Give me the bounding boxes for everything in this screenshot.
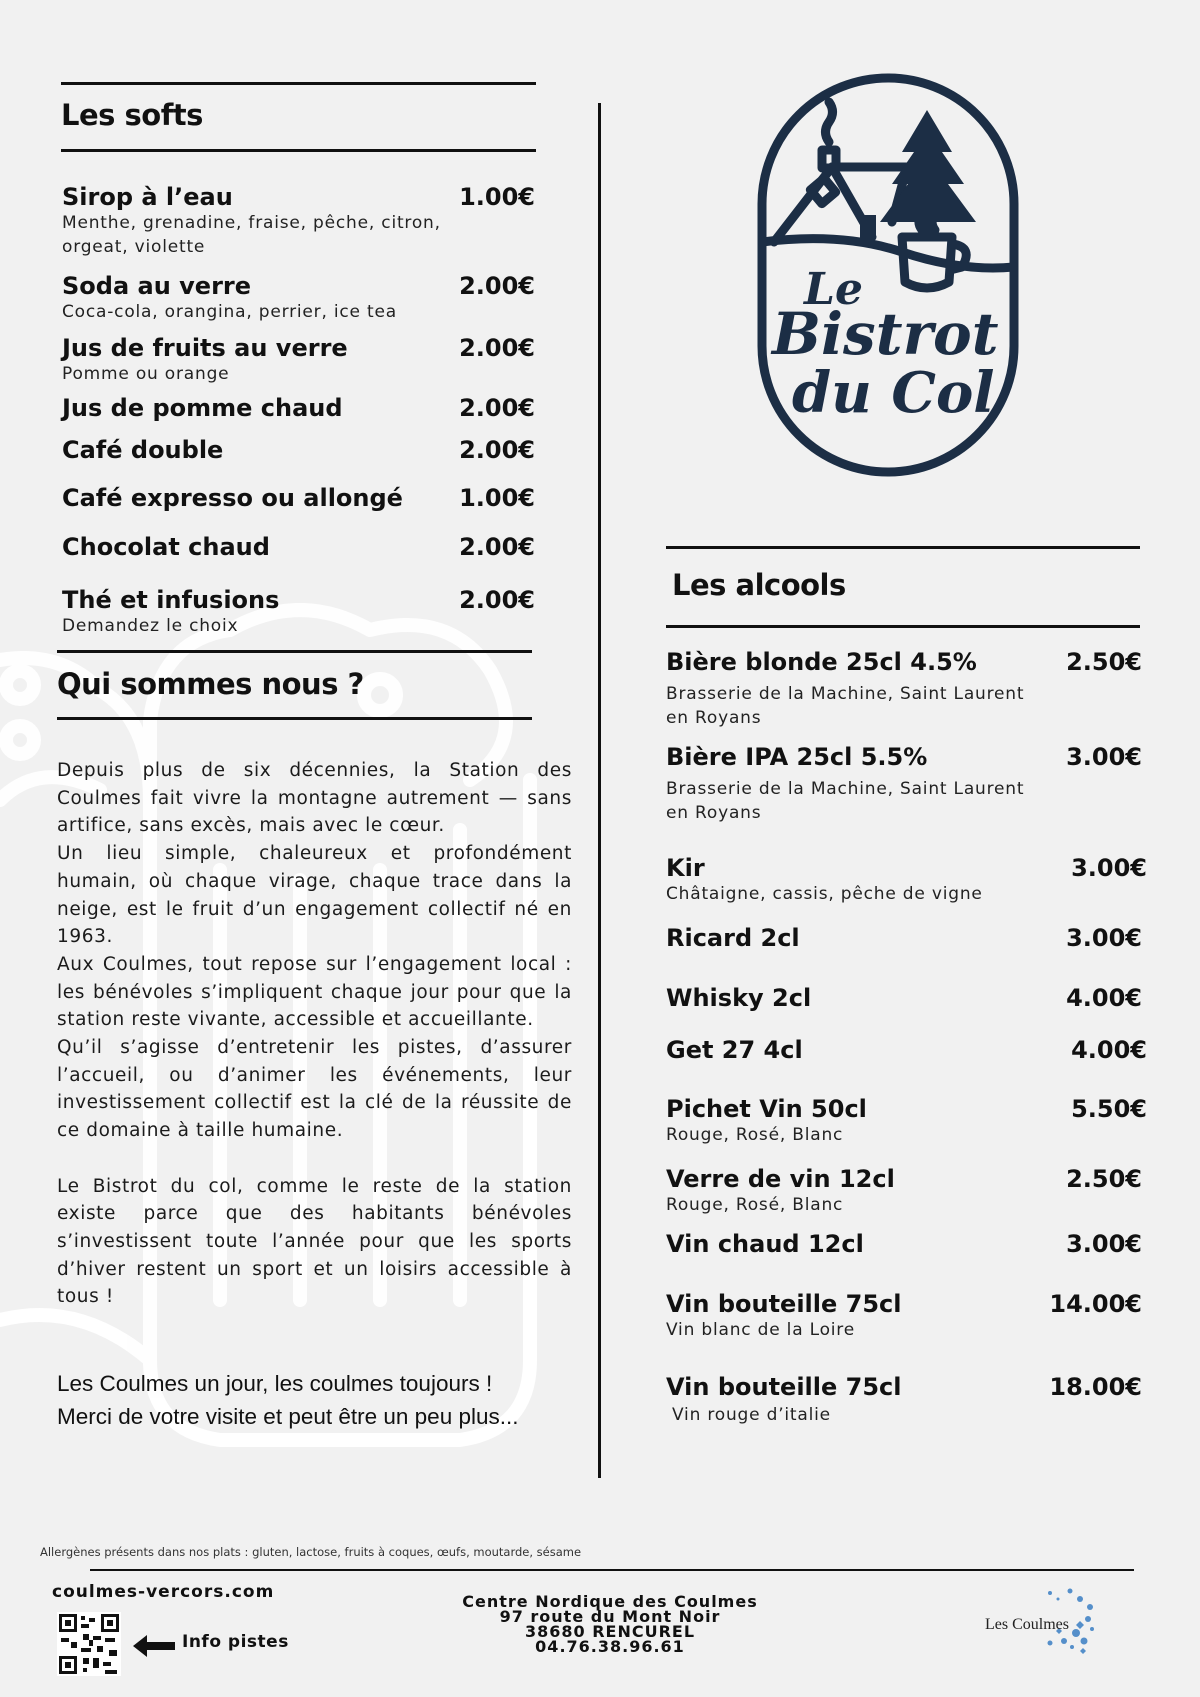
softs-item [62, 436, 535, 464]
softs-item-description: Pomme ou orange [62, 364, 230, 384]
bistrot-logo [752, 72, 1024, 478]
alcools-item [666, 854, 1147, 906]
alcools-item-name: Kir [666, 854, 705, 882]
softs-item-description: Demandez le choix [62, 616, 239, 636]
softs-item [62, 484, 535, 512]
qr-code-icon[interactable] [57, 1612, 121, 1676]
softs-item [62, 272, 535, 324]
alcools-top-rule [666, 546, 1140, 549]
softs-item-price: 2.00€ [459, 586, 535, 614]
softs-item [62, 533, 535, 561]
softs-item-price: 2.00€ [459, 533, 535, 561]
alcools-item-description: Brasserie de la Machine, Saint Laurent en Royans [666, 779, 1025, 823]
tagline-1: Les Coulmes un jour, les coulmes toujours ! [57, 1371, 493, 1396]
softs-bottom-rule [61, 149, 536, 152]
alcools-item-price: 2.50€ [1066, 648, 1142, 676]
alcools-item [666, 1230, 1142, 1258]
softs-item [62, 334, 535, 386]
coulmes-brand-text: Les Coulmes [985, 1616, 1069, 1633]
alcools-item [666, 984, 1142, 1012]
softs-item-price: 1.00€ [459, 484, 535, 512]
about-title: Qui sommes nous ? [57, 667, 364, 701]
alcools-item-name: Vin bouteille 75cl [666, 1290, 902, 1318]
alcools-bottom-rule [666, 625, 1140, 628]
footer-rule [90, 1569, 1134, 1571]
softs-item-name: Sirop à l’eau [62, 183, 233, 211]
alcools-item [666, 743, 1142, 825]
alcools-item-price: 14.00€ [1049, 1290, 1142, 1318]
alcools-item-price: 3.00€ [1066, 743, 1142, 771]
alcools-item-description: Châtaigne, cassis, pêche de vigne [666, 884, 983, 904]
website-link[interactable]: coulmes-vercors.com [52, 1582, 275, 1602]
logo-line-bistrot: Bistrot [772, 300, 999, 368]
alcools-item [666, 1290, 1142, 1342]
about-paragraph-1: Depuis plus de six décennies, la Station des Coulmes fait vivre la montagne autrement — sans artifice, sans excès, mais avec le cœur. [57, 760, 572, 837]
alcools-item-price: 18.00€ [1049, 1373, 1142, 1401]
alcools-item [666, 1373, 1142, 1427]
alcools-item-description: Rouge, Rosé, Blanc [666, 1125, 844, 1145]
softs-item-name: Thé et infusions [62, 586, 280, 614]
tagline-2: Merci de votre visite et peut être un peu plus... [57, 1404, 519, 1429]
alcools-item-name: Vin bouteille 75cl [666, 1373, 902, 1401]
softs-item-name: Chocolat chaud [62, 533, 270, 561]
alcools-item-price: 5.50€ [1071, 1095, 1147, 1123]
address-line-4: 04.76.38.96.61 [535, 1637, 685, 1656]
alcools-item [666, 1036, 1147, 1064]
softs-title: Les softs [61, 98, 203, 132]
logo-line-ducol: du Col [792, 360, 995, 426]
softs-item-name: Jus de fruits au verre [62, 334, 348, 362]
softs-item-price: 2.00€ [459, 272, 535, 300]
softs-item-price: 2.00€ [459, 394, 535, 422]
alcools-item-price: 3.00€ [1071, 854, 1147, 882]
softs-item-name: Soda au verre [62, 272, 252, 300]
address-block [440, 1594, 780, 1654]
les-coulmes-logo [980, 1585, 1120, 1665]
alcools-item [666, 924, 1142, 952]
alcools-item [666, 1095, 1147, 1147]
alcools-item-description: Rouge, Rosé, Blanc [666, 1195, 844, 1215]
alcools-item [666, 1165, 1142, 1217]
about-paragraph-4: Qu’il s’agisse d’entretenir les pistes, d’assurer l’accueil, ou d’animer les événements, leur investissement collectif est la clé de la réussite de ce domaine à taille humaine. [57, 1037, 572, 1142]
alcools-item-name: Bière blonde 25cl 4.5% [666, 648, 977, 676]
alcools-item [666, 648, 1142, 730]
alcools-item-name: Get 27 4cl [666, 1036, 803, 1064]
alcools-item-name: Pichet Vin 50cl [666, 1095, 867, 1123]
allergens-note: Allergènes présents dans nos plats : gluten, lactose, fruits à coques, œufs, moutarde, sésame [40, 1545, 582, 1559]
alcools-item-price: 3.00€ [1066, 1230, 1142, 1258]
softs-item [62, 183, 535, 259]
arrow-left-icon [131, 1633, 177, 1659]
about-paragraph-3: Aux Coulmes, tout repose sur l’engagement local : les bénévoles s’impliquent chaque jour pour que la station reste vivante, accessible et accueillante. [57, 953, 572, 1031]
alcools-item-name: Ricard 2cl [666, 924, 800, 952]
address-line-2: 97 route du Mont Noir [499, 1607, 721, 1626]
alcools-item-price: 4.00€ [1066, 984, 1142, 1012]
alcools-item-price: 4.00€ [1071, 1036, 1147, 1064]
info-pistes-label[interactable]: Info pistes [182, 1632, 289, 1652]
softs-item-price: 2.00€ [459, 334, 535, 362]
alcools-item-description: Vin blanc de la Loire [666, 1320, 855, 1340]
about-top-rule [57, 650, 532, 653]
alcools-item-price: 2.50€ [1066, 1165, 1142, 1193]
softs-item-price: 2.00€ [459, 436, 535, 464]
address-line-1: Centre Nordique des Coulmes [462, 1592, 758, 1611]
softs-item-price: 1.00€ [459, 183, 535, 211]
logo-line-le: Le [804, 264, 863, 315]
softs-item-description: Menthe, grenadine, fraise, pêche, citron, orgeat, violette [62, 213, 441, 257]
alcools-item-name: Verre de vin 12cl [666, 1165, 895, 1193]
about-bottom-rule [57, 717, 532, 720]
column-divider [598, 103, 601, 1478]
softs-item-name: Jus de pomme chaud [62, 394, 343, 422]
softs-top-rule [61, 82, 536, 85]
about-paragraph-2: Un lieu simple, chaleureux et profondément humain, où chaque virage, chaque trace dans la neige, est le fruit d’un engagement collectif né en 1963. [57, 843, 572, 948]
softs-item [62, 394, 535, 422]
softs-item-name: Café expresso ou allongé [62, 484, 403, 512]
alcools-item-price: 3.00€ [1066, 924, 1142, 952]
alcools-item-name: Bière IPA 25cl 5.5% [666, 743, 928, 771]
alcools-item-name: Whisky 2cl [666, 984, 812, 1012]
softs-item [62, 586, 535, 638]
softs-item-description: Coca-cola, orangina, perrier, ice tea [62, 302, 397, 322]
alcools-title: Les alcools [672, 568, 846, 602]
alcools-item-name: Vin chaud 12cl [666, 1230, 864, 1258]
alcools-item-description: Brasserie de la Machine, Saint Laurent en Royans [666, 684, 1025, 728]
about-text [57, 757, 572, 1311]
address-line-3: 38680 RENCUREL [524, 1622, 696, 1641]
alcools-item-description: Vin rouge d’italie [672, 1405, 831, 1425]
about-paragraph-5: Le Bistrot du col, comme le reste de la station existe parce que des habitants bénévoles s’investissent toute l’année pour que les sports d’hiver restent un sport et un loisirs accessible à tous ! [57, 1175, 572, 1308]
softs-item-name: Café double [62, 436, 224, 464]
